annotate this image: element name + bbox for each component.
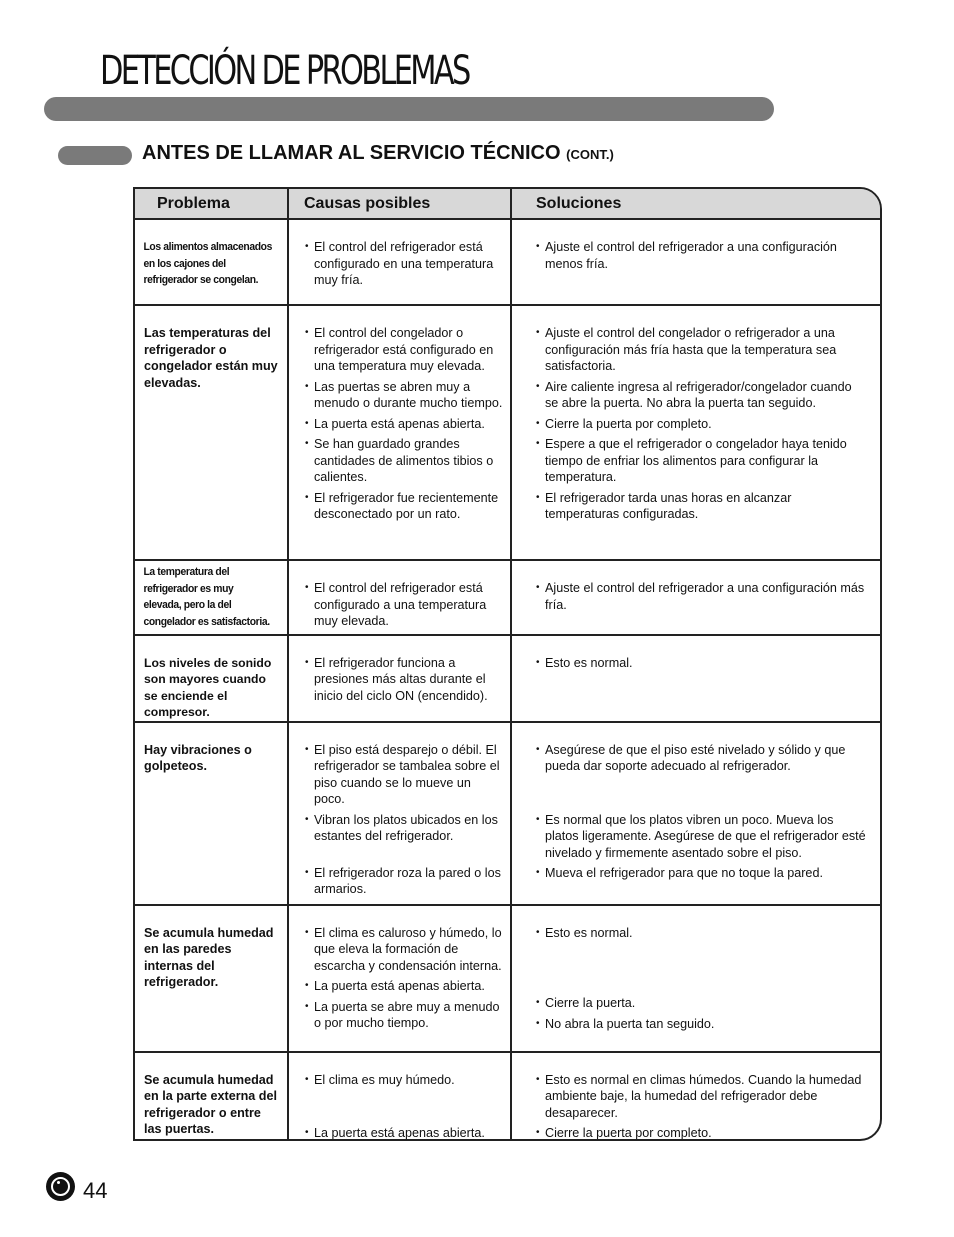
cause-item: • La puerta se abre muy a menudo o por mucho tiempo. xyxy=(305,999,504,1032)
page-number: 44 xyxy=(83,1178,108,1203)
section-heading-suffix: (CONT.) xyxy=(566,147,614,162)
table-row xyxy=(135,905,880,1052)
table-row xyxy=(135,560,880,635)
page-title: DETECCIÓN DE PROBLEMAS xyxy=(100,48,469,94)
troubleshooting-table xyxy=(133,187,882,1141)
problem-cell: Se acumula humedad en las paredes internas del refrigerador. xyxy=(135,905,288,1052)
cause-item: • La puerta está apenas abierta. xyxy=(305,416,504,433)
problem-cell: Las temperaturas del refrigerador o congelador están muy elevadas. xyxy=(135,305,288,560)
header-causas: Causas posibles xyxy=(288,189,511,219)
troubleshooting-table-grid xyxy=(135,189,880,1141)
solutions-cell xyxy=(511,219,880,305)
solution-item: • Cierre la puerta. xyxy=(536,995,868,1012)
solutions-cell xyxy=(511,560,880,635)
solutions-cell xyxy=(511,635,880,722)
lg-logo-dot xyxy=(57,1181,60,1184)
table-body xyxy=(135,219,880,1141)
causes-cell xyxy=(288,1052,511,1142)
solution-item: • Asegúrese de que el piso esté nivelado y sólido y que pueda dar soporte adecuado al refrigerador. xyxy=(536,742,868,775)
cause-item: • Se han guardado grandes cantidades de alimentos tibios o calientes. xyxy=(305,436,504,486)
table-row xyxy=(135,722,880,905)
causes-cell xyxy=(288,722,511,905)
section-heading xyxy=(142,142,614,165)
cause-item: • El piso está desparejo o débil. El refrigerador se tambalea sobre el piso cuando se lo mueve un poco. xyxy=(305,742,504,808)
causes-cell xyxy=(288,635,511,722)
table-header xyxy=(135,189,880,219)
problem-cell: Hay vibraciones o golpeteos. xyxy=(135,722,288,905)
header-soluciones: Soluciones xyxy=(511,189,880,219)
solution-item: • Aire caliente ingresa al refrigerador/congelador cuando se abre la puerta. No abra la puerta tan seguido. xyxy=(536,379,868,412)
header-problema: Problema xyxy=(135,189,288,219)
table-row xyxy=(135,305,880,560)
solutions-cell xyxy=(511,722,880,905)
solution-item: • Ajuste el control del congelador o refrigerador a una configuración más fría hasta que la temperatura sea satisfactoria. xyxy=(536,325,868,375)
cause-item: • El control del refrigerador está configurado en una temperatura muy fría. xyxy=(305,239,504,289)
solution-item: • Ajuste el control del refrigerador a una configuración más fría. xyxy=(536,580,868,613)
table-header-row xyxy=(135,189,880,219)
cause-item: • La puerta está apenas abierta. xyxy=(305,1125,504,1141)
causes-cell xyxy=(288,219,511,305)
cause-item: • El refrigerador roza la pared o los armarios. xyxy=(305,865,504,898)
causes-cell xyxy=(288,905,511,1052)
cause-item: • El refrigerador fue recientemente desconectado por un rato. xyxy=(305,490,504,523)
cause-item: • El control del refrigerador está configurado a una temperatura muy elevada. xyxy=(305,580,504,630)
problem-cell: La temperatura del refrigerador es muy elevada, pero la del congelador es satisfactoria. xyxy=(135,560,279,635)
problem-cell: Se acumula humedad en la parte externa del refrigerador o entre las puertas. xyxy=(135,1052,288,1142)
problem-cell: Los niveles de sonido son mayores cuando se enciende el compresor. xyxy=(135,635,288,722)
table-row xyxy=(135,1052,880,1142)
solution-item: • No abra la puerta tan seguido. xyxy=(536,1016,868,1033)
section-pill-icon xyxy=(58,146,132,165)
solution-item: • Cierre la puerta por completo. xyxy=(536,1125,868,1141)
causes-cell xyxy=(288,305,511,560)
title-bar xyxy=(44,97,774,121)
cause-item: • Vibran los platos ubicados en los estantes del refrigerador. xyxy=(305,812,504,845)
causes-cell xyxy=(288,560,511,635)
solution-item: • Es normal que los platos vibren un poco. Mueva los platos ligeramente. Asegúrese de que el refrigerador esté nivelado y firmemente asentado sobre el piso. xyxy=(536,812,868,862)
solution-item: • Esto es normal. xyxy=(536,655,868,672)
solution-item: • Mueva el refrigerador para que no toque la pared. xyxy=(536,865,868,882)
cause-item: • La puerta está apenas abierta. xyxy=(305,978,504,995)
cause-item: • El refrigerador funciona a presiones más altas durante el inicio del ciclo ON (encendido). xyxy=(305,655,504,705)
section-heading-text: ANTES DE LLAMAR AL SERVICIO TÉCNICO xyxy=(142,142,561,164)
cause-item: • El clima es caluroso y húmedo, lo que eleva la formación de escarcha y condensación interna. xyxy=(305,925,504,975)
table-row xyxy=(135,635,880,722)
solutions-cell xyxy=(511,905,880,1052)
solution-item: • Esto es normal en climas húmedos. Cuando la humedad ambiente baje, la humedad del refrigerador debe desaparecer. xyxy=(536,1072,868,1122)
lg-logo-ring xyxy=(51,1177,70,1196)
table-row xyxy=(135,219,880,305)
solutions-cell xyxy=(511,1052,880,1142)
cause-item: • El control del congelador o refrigerador está configurado en una temperatura muy elevada. xyxy=(305,325,504,375)
solution-item: • El refrigerador tarda unas horas en alcanzar temperaturas configuradas. xyxy=(536,490,868,523)
solution-item: • Ajuste el control del refrigerador a una configuración menos fría. xyxy=(536,239,868,272)
cause-item: • El clima es muy húmedo. xyxy=(305,1072,504,1089)
solution-item: • Espere a que el refrigerador o congelador haya tenido tiempo de enfriar los alimentos para configurar la temperatura. xyxy=(536,436,868,486)
solution-item: • Esto es normal. xyxy=(536,925,868,942)
solution-item: • Cierre la puerta por completo. xyxy=(536,416,868,433)
problem-cell: Los alimentos almacenados en los cajones del refrigerador se congelan. xyxy=(135,219,279,305)
cause-item: • Las puertas se abren muy a menudo o durante mucho tiempo. xyxy=(305,379,504,412)
solutions-cell xyxy=(511,305,880,560)
lg-logo-icon xyxy=(46,1172,75,1201)
